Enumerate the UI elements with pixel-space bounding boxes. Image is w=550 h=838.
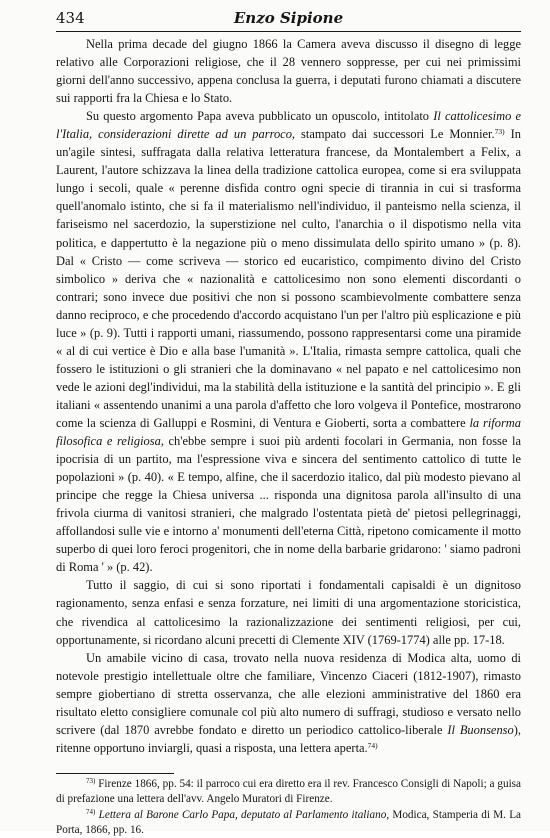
footnote-73 <box>56 777 521 808</box>
paragraph-2-text-a: Su questo argomento Papa aveva pubblicato un opuscolo, intitolato <box>86 109 434 124</box>
body-text <box>56 35 521 757</box>
header-rule <box>56 31 521 32</box>
footnote-rule <box>56 773 174 774</box>
footnote-ref-74: 74) <box>367 740 378 750</box>
paragraph-1 <box>56 35 521 107</box>
paragraph-2-text-b: , stampato dai successori Le Monnier. <box>291 127 495 142</box>
page-header <box>56 9 521 31</box>
footnote-73-mark: 73) <box>86 777 96 785</box>
running-title: Enzo Sipione <box>233 9 344 27</box>
footnote-74 <box>56 808 521 838</box>
footnote-74-title: Lettera al Barone Carlo Papa, deputato al Parlamento italiano <box>98 808 387 821</box>
footnote-74-text: , Modica, Stamperia di M. La Porta, 1866, pp. 16. <box>56 808 522 836</box>
paragraph-2-text-c: In un'agile sintesi, suffragata dalla relativa letteratura francese, da Montalembert a Felix, a Laurent, l'autore schizzava la linea della tradizione cattolica europea, come si era sviluppata lungo i secoli, quale « perenne disfida contro ogni specie di tirannia in cui si trasforma quell'anomalo istinto, che si fa il materialismo nell'individuo, il panteismo nella scienza, il fariseismo nel sacerdozio, la superstizione nel culto, l'anarchia o il dispotismo nella vita politica, e dappertutto è la negazione più o meno dissimulata dello spirito umano » (p. 8). Dal « Cristo — come scriveva — storico ed eucaristico, compimento divino del Cristo simbolico » deriva che « nazionalità e cattolicesimo non sono elementi discordanti o contrari; sono invece due positivi che non si possono scambievolmente combattere senza danno reciproco, e che procedendo d'accordo acquistano l'un per l'altro più esplicazione e più luce » (p. 9). Tutti i rapporti umani, riassumendo, possono rappresentarsi come una piramide « al di cui vertice è Dio e alla base l'umanità ». L'Italia, rimasta sempre cattolica, quali che fossero le istituzioni o gli stranieri che la dominavano « nel papato e nel cattolicesimo non vede le azioni degl'individui, ma la stabilità della istituzione e la santità del principio ». E gli italiani « assentendo unanimi a una parola d'affetto che loro volgeva il Pontefice, mostrarono come la scienza di Galluppi e Rosmini, di Ventura e Gioberti, sorta a combattere <box>56 127 522 430</box>
riforma-phrase: la riforma filosofica e religiosa <box>56 415 521 449</box>
paragraph-2-text-d: , ch'ebbe sempre i suoi più ardenti focolari in Germania, non fosse la ipocrisia di un partito, ma l'espressione viva e sincera del sentimento cattolico di tutte le popolazioni » (p. 40). « E tempo, alfine, che il sacerdozio italico, dal più modesto pievano al principe che regge la Chiesa universa ... risponda una dignitosa parola all'insulto di una frivola ciurma di vanitosi stranieri, che malgrado l'ostentata pietà de' pietosi pellegrinaggi, affollandosi sulle vie e intorno a' monumenti dell'eterna Città, ripetono comicamente il motto superbo di quei loro feroci progenitori, che in nome della barbarie gridarono: ' siamo padroni di Roma ' » (p. 42). <box>56 434 521 575</box>
paragraph-1-text: Nella prima decade del giugno 1866 la Camera aveva discusso il disegno di legge relativo alle Corporazioni religiose, che il 28 vennero soppresse, per cui nei primissimi giorni dell'anno successivo, appena conclusa la guerra, i deputati furono chiamati a discutere sui rapporti fra la Chiesa e lo Stato. <box>56 37 521 106</box>
paragraph-4-text-b: ), ritenne opportuno inviargli, quasi a risposta, una lettera aperta. <box>56 722 521 755</box>
footnote-73-text: Firenze 1866, pp. 54: il parroco cui era diretto era il rev. Francesco Consigli di Napoli; a guisa di prefazione una lettera dell'avv. Angelo Muratori di Firenze. <box>56 778 521 806</box>
footnote-ref-73: 73) <box>494 127 505 137</box>
periodical-title: Il Buonsenso <box>447 722 514 737</box>
paragraph-3-text: Tutto il saggio, di cui si sono riportati i fondamentali capisaldi è un dignitoso ragionamento, senza enfasi e senza forzature, nei limiti di una argomentazione storicistica, che rivendica al cattolicesimo la razionalizzazione dei sentimenti religiosi, per cui, opportunamente, si ricordano alcuni precetti di Clemente XIV (1769-1774) alle pp. 17-18. <box>56 578 521 647</box>
paragraph-4 <box>56 649 521 757</box>
page-number: 434 <box>56 9 85 27</box>
paragraph-3 <box>56 576 521 648</box>
footnote-74-mark: 74) <box>86 807 96 816</box>
paragraph-2 <box>56 107 521 576</box>
footnotes <box>56 777 521 838</box>
paragraph-4-text-a: Un amabile vicino di casa, trovato nella nuova residenza di Modica alta, uomo di notevole prestigio intellettuale oltre che familiare, Vincenzo Ciaceri (1812-1907), rimasto sempre giobertiano di stretta osservanza, che alle elezioni amministrative del 1860 era risultato eletto consigliere comunale col più alto numero di suffragi, studioso e versato nello scrivere (dal 1870 avrebbe fondato e diretto un periodico cattolico-liberale <box>56 650 521 737</box>
pamphlet-title: Il cattolicesimo e l'Italia, considerazioni dirette ad un parroco <box>56 109 521 142</box>
